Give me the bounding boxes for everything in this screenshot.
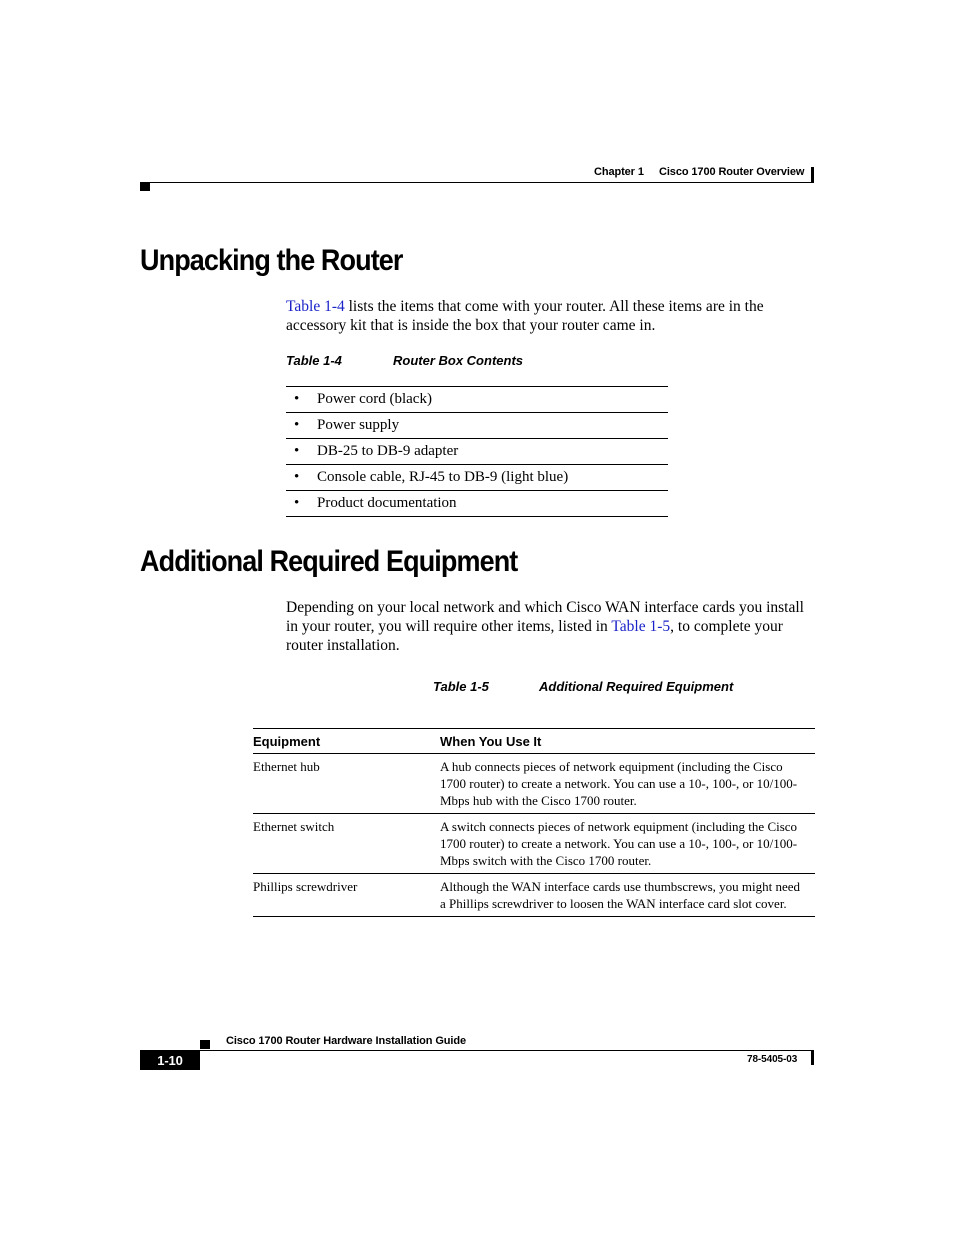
footer-marker xyxy=(811,1051,814,1065)
footer-block xyxy=(200,1040,210,1049)
table-row xyxy=(253,814,815,874)
usage-cell: A switch connects pieces of network equipment (including the Cisco 1700 router) to create a network. You can use a 10-, 100-, or 10/100-Mbps switch with the Cisco 1700 router. xyxy=(440,814,815,874)
header-rule xyxy=(140,182,814,183)
table-header-row xyxy=(253,729,815,754)
column-header-equipment: Equipment xyxy=(253,729,440,754)
list-item: DB-25 to DB-9 adapter xyxy=(317,443,459,459)
equipment-cell: Ethernet hub xyxy=(253,754,440,814)
doc-number: 78-5405-03 xyxy=(747,1054,798,1065)
equipment-cell: Phillips screwdriver xyxy=(253,874,440,917)
footer-guide-title: Cisco 1700 Router Hardware Installation Guide xyxy=(226,1035,467,1047)
table-1-5-label: Table 1-5 xyxy=(433,679,489,694)
footer-rule xyxy=(140,1050,814,1051)
section1-paragraph xyxy=(286,297,816,335)
table-row xyxy=(286,387,668,413)
list-item: Console cable, RJ-45 to DB-9 (light blue) xyxy=(317,469,569,485)
section1-paragraph-text: lists the items that come with your router. All these items are in the accessory kit that is inside the box that your router came in. xyxy=(286,298,764,334)
header-chapter-title: Cisco 1700 Router Overview xyxy=(659,166,805,178)
bullet-icon: • xyxy=(294,443,300,459)
table-row xyxy=(286,439,668,465)
column-header-when: When You Use It xyxy=(440,729,815,754)
additional-equipment-table xyxy=(253,728,815,917)
usage-cell: A hub connects pieces of network equipment (including the Cisco 1700 router) to create a network. You can use a 10-, 100-, or 10/100-Mbps hub with the Cisco 1700 router. xyxy=(440,754,815,814)
table-row xyxy=(286,465,668,491)
table-1-5-link[interactable]: Table 1-5 xyxy=(611,618,671,635)
table-row xyxy=(286,413,668,439)
header-chapter: Chapter 1 xyxy=(594,166,644,178)
table-1-4-link[interactable]: Table 1-4 xyxy=(286,298,345,315)
table-row xyxy=(253,874,815,917)
bullet-icon: • xyxy=(294,495,300,511)
list-item: Power supply xyxy=(317,417,400,433)
usage-cell: Although the WAN interface cards use thumbscrews, you might need a Phillips screwdriver to loosen the WAN interface card slot cover. xyxy=(440,874,815,917)
section2-paragraph-text: Depending on your local network and which Cisco WAN interface cards you install in your router, you will require other items, listed in xyxy=(286,599,804,635)
list-item: Product documentation xyxy=(317,495,457,511)
table-row xyxy=(286,491,668,517)
section2-paragraph xyxy=(286,598,816,655)
table-1-5-title: Additional Required Equipment xyxy=(539,679,734,694)
table-1-4-title: Router Box Contents xyxy=(393,353,523,368)
bullet-icon: • xyxy=(294,469,300,485)
table-1-4-label: Table 1-4 xyxy=(286,353,342,368)
section-title-additional-equipment: Additional Required Equipment xyxy=(140,545,518,578)
bullet-icon: • xyxy=(294,391,300,407)
section2-paragraph-text-end: , to complete your router installation. xyxy=(286,618,783,654)
page-number: 1-10 xyxy=(157,1053,183,1068)
section-title-unpacking: Unpacking the Router xyxy=(140,244,403,277)
table-row xyxy=(253,754,815,814)
router-box-contents-table xyxy=(286,386,668,517)
bullet-icon: • xyxy=(294,417,300,433)
equipment-cell: Ethernet switch xyxy=(253,814,440,874)
header-block xyxy=(140,183,150,191)
header-marker xyxy=(811,167,814,183)
list-item: Power cord (black) xyxy=(317,391,432,407)
